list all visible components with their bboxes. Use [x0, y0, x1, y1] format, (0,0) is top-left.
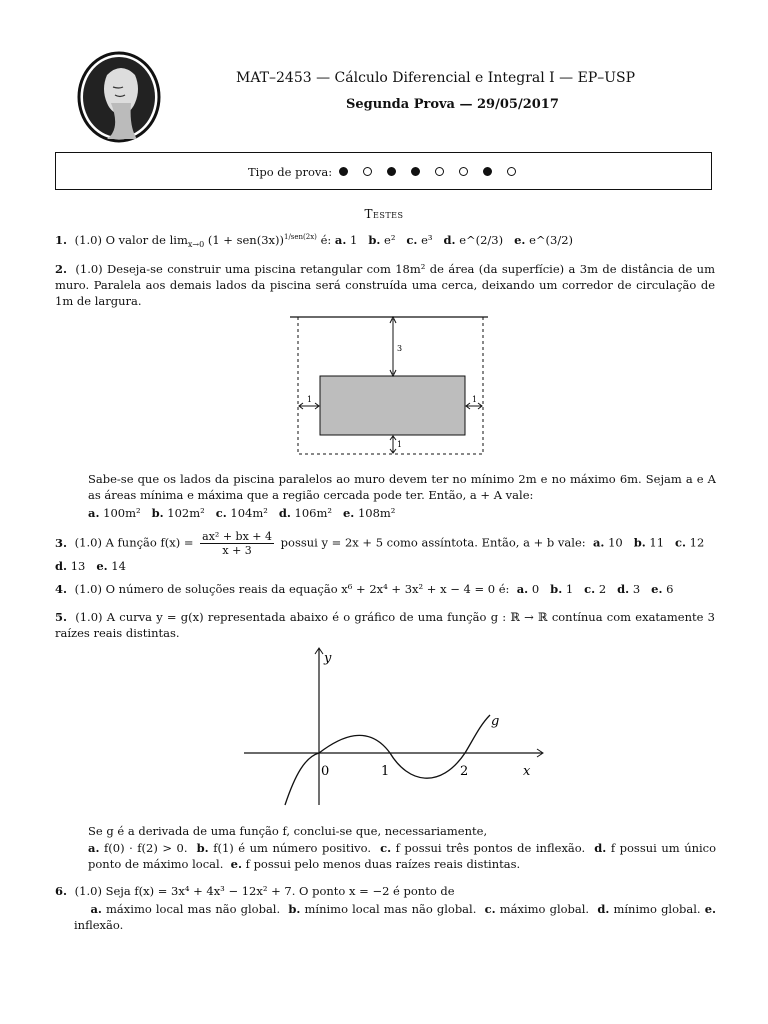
option-value: 11 — [649, 535, 665, 550]
limit-subscript: x→0 — [187, 240, 205, 250]
option-value: e^(3/2) — [529, 232, 574, 247]
x-axis-label: x — [523, 764, 531, 779]
question-4 — [55, 581, 715, 597]
question-text: é: — [320, 232, 332, 247]
exam-type-dot — [339, 167, 348, 176]
option-value: 1 — [350, 232, 358, 247]
question-text: (1.0) A curva y = g(x) representada abaixo é o gráfico de uma função g : ℝ → ℝ contínua com exatamente 3 raízes reais distintas. — [55, 610, 715, 640]
dim-label-right: 1 — [472, 395, 478, 404]
option-label: c. — [406, 232, 418, 247]
exam-type-box — [55, 152, 712, 190]
option-label: c. — [484, 902, 496, 916]
exam-type-dot — [483, 167, 492, 176]
question-text: (1.0) O valor de lim — [74, 232, 188, 247]
y-axis-label: y — [324, 651, 332, 666]
option-label: d. — [443, 232, 456, 247]
option-label: a. — [90, 902, 102, 916]
option-label: c. — [380, 841, 392, 855]
option-value: e^(2/3) — [459, 232, 504, 247]
fraction-denominator: x + 3 — [222, 544, 252, 557]
option-value: e² — [384, 232, 396, 247]
option-value: 106m² — [294, 506, 332, 520]
g-curve — [285, 715, 490, 805]
question-text: (1.0) O número de soluções reais da equação x⁶ + 2x⁴ + 3x² + x − 4 = 0 é: — [74, 582, 510, 596]
pool-rect — [320, 376, 465, 435]
option-value: 0 — [531, 582, 540, 596]
exam-type-dot — [459, 167, 468, 176]
option-value: 1 — [565, 582, 574, 596]
option-label: b. — [288, 902, 301, 916]
option-value: f possui três pontos de inflexão. — [395, 841, 586, 855]
course-title: MAT–2453 — Cálculo Diferencial e Integral I — EP–USP — [236, 70, 636, 86]
tick-label-0: 0 — [321, 764, 330, 779]
tick-label-1: 1 — [381, 764, 390, 779]
option-value: f(0) · f(2) > 0. — [104, 841, 188, 855]
option-label: a. — [88, 506, 100, 520]
option-value: máximo global. — [499, 902, 590, 916]
option-value: 12 — [689, 535, 705, 550]
question-2-continuation: Sabe-se que os lados da piscina paralelos ao muro devem ter no mínimo 2m e no máximo 6m. Sejam a e A as áreas mínima e máxima que a região cercada pode ter. Então, a + A vale: — [88, 472, 716, 502]
university-logo — [77, 51, 161, 143]
dim-label-top: 3 — [397, 344, 403, 353]
question-text: possui y = 2x + 5 como assíntota. Então, a + b vale: — [280, 535, 586, 550]
question-5-options — [88, 840, 716, 872]
option-label: d. — [55, 559, 68, 573]
option-label: d. — [594, 841, 607, 855]
option-label: d. — [278, 506, 291, 520]
question-6-options — [74, 901, 716, 933]
question-number: 2. — [55, 262, 68, 276]
question-2-options — [88, 505, 716, 521]
option-label: d. — [597, 902, 610, 916]
question-text: (1.0) Deseja-se construir uma piscina retangular com 18m² de área (da superfície) a 3m de distância de um muro. Paralela aos demais lados da piscina será construída uma cerca, deixando um corredor de circulação de 1m de largura. — [55, 262, 715, 308]
option-value: máximo local mas não global. — [106, 902, 281, 916]
question-text: (1.0) Seja f(x) = 3x⁴ + 4x³ − 12x² + 7. O ponto x = −2 é ponto de — [74, 884, 455, 898]
question-text: (1.0) A função f(x) = — [74, 535, 194, 550]
option-value: f(1) é um número positivo. — [213, 841, 371, 855]
curve-label: g — [491, 714, 500, 729]
question-5 — [55, 609, 715, 641]
option-label: b. — [550, 582, 563, 596]
question-number: 6. — [55, 884, 68, 898]
option-value: inflexão. — [74, 918, 124, 932]
option-value: e³ — [421, 232, 433, 247]
dim-label-left: 1 — [307, 395, 313, 404]
option-label: b. — [368, 232, 381, 247]
question-number: 4. — [55, 582, 68, 596]
question-text: (1 + sen(3x)) — [207, 232, 284, 247]
option-value: 14 — [111, 559, 126, 573]
option-value: 102m² — [167, 506, 205, 520]
option-value: 13 — [70, 559, 86, 573]
exponent: 1/sen(2x) — [283, 233, 317, 241]
option-value: 6 — [666, 582, 674, 596]
function-graph — [240, 645, 550, 810]
option-value: 104m² — [230, 506, 268, 520]
question-number: 1. — [55, 232, 68, 247]
question-5-continuation: Se g é a derivada de uma função f, conclui-se que, necessariamente, — [88, 824, 488, 838]
pool-figure — [285, 312, 495, 458]
option-label: d. — [617, 582, 630, 596]
option-value: f possui um único ponto de máximo local. — [88, 841, 717, 871]
option-value: 3 — [632, 582, 641, 596]
option-label: e. — [651, 582, 663, 596]
option-value: f possui pelo menos duas raízes reais distintas. — [245, 857, 521, 871]
option-label: e. — [96, 559, 108, 573]
exam-title: Segunda Prova — 29/05/2017 — [346, 97, 559, 112]
question-number: 5. — [55, 610, 68, 624]
exam-type-dot — [363, 167, 372, 176]
exam-type-dot — [411, 167, 420, 176]
fraction — [200, 530, 274, 557]
exam-type-dot — [387, 167, 396, 176]
option-label: e. — [514, 232, 526, 247]
option-label: a. — [88, 841, 100, 855]
option-value: 108m² — [357, 506, 396, 520]
dim-label-bottom: 1 — [397, 440, 403, 449]
question-number: 3. — [55, 535, 68, 550]
option-label: e. — [342, 506, 355, 520]
exam-type-dot — [507, 167, 516, 176]
exam-type-dot — [435, 167, 444, 176]
option-label: c. — [675, 535, 687, 550]
option-label: c. — [215, 506, 227, 520]
option-label: e. — [704, 902, 717, 916]
question-1 — [55, 229, 715, 253]
option-label: a. — [334, 232, 347, 247]
section-title: Testes — [364, 207, 404, 221]
option-label: b. — [633, 535, 646, 550]
exam-type-label: Tipo de prova: — [248, 165, 333, 179]
option-value: 10 — [608, 535, 623, 550]
option-label: a. — [592, 535, 605, 550]
option-value: 100m² — [103, 506, 141, 520]
option-value: 2 — [598, 582, 607, 596]
option-label: a. — [516, 582, 529, 596]
question-6 — [55, 883, 715, 899]
option-label: c. — [584, 582, 596, 596]
option-value: mínimo local mas não global. — [304, 902, 477, 916]
option-label: b. — [151, 506, 164, 520]
option-value: mínimo global. — [613, 902, 701, 916]
fraction-numerator: ax² + bx + 4 — [202, 530, 273, 543]
question-3 — [55, 530, 715, 575]
tick-label-2: 2 — [460, 764, 469, 779]
option-label: e. — [230, 857, 242, 871]
option-label: b. — [196, 841, 209, 855]
question-2 — [55, 261, 715, 309]
